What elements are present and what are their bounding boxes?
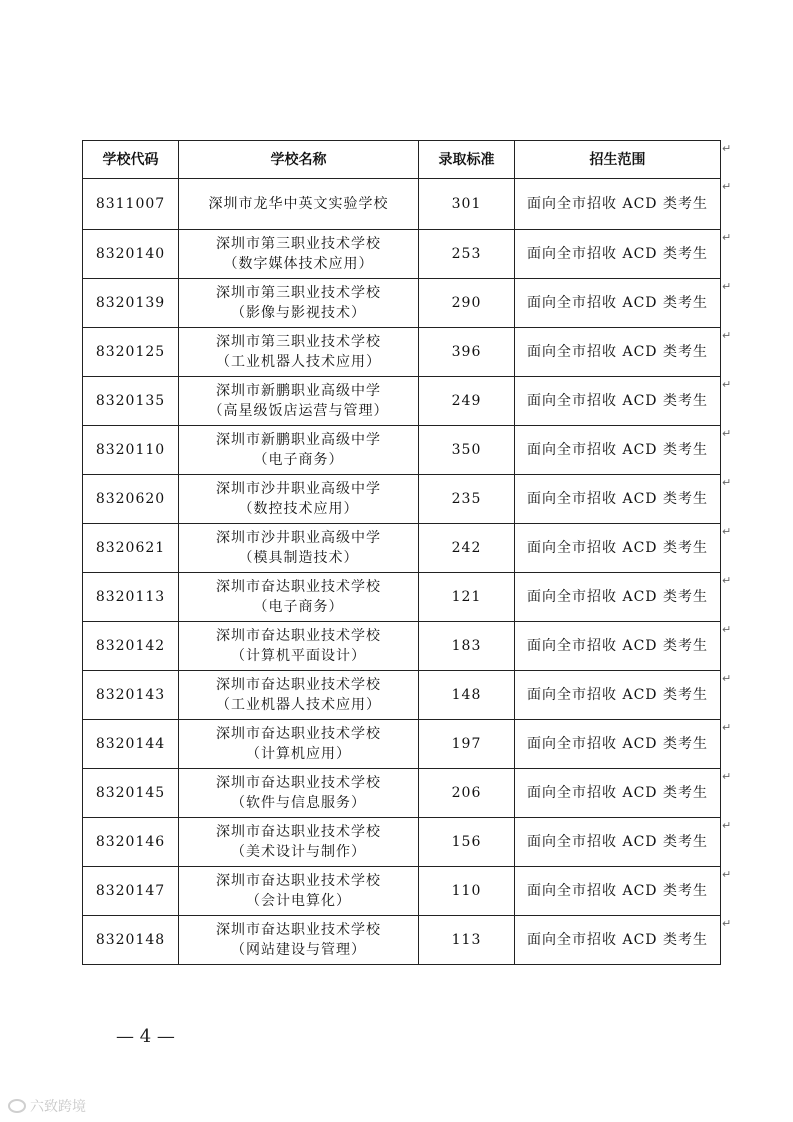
enrollment-scope-cell: 面向全市招收 ACD 类考生: [515, 279, 721, 328]
school-name-cell: [179, 426, 419, 475]
table-row: [83, 179, 721, 230]
admission-score-cell: 301: [419, 179, 515, 230]
table-row: [83, 867, 721, 916]
admission-score-cell: 235: [419, 475, 515, 524]
paragraph-mark-icon: ↵: [722, 769, 732, 783]
paragraph-mark-icon: ↵: [722, 916, 732, 930]
school-code-cell: 8320620: [83, 475, 179, 524]
school-name-cell: [179, 230, 419, 279]
table-row: [83, 622, 721, 671]
enrollment-scope-cell: 面向全市招收 ACD 类考生: [515, 475, 721, 524]
school-name: 深圳市奋达职业技术学校: [216, 775, 381, 791]
header-admission-score: 录取标准: [419, 141, 515, 179]
school-name-cell: [179, 279, 419, 328]
paragraph-mark-icon: ↵: [722, 179, 732, 193]
table-row: [83, 328, 721, 377]
school-major: （计算机平面设计）: [231, 648, 366, 664]
enrollment-scope-cell: 面向全市招收 ACD 类考生: [515, 720, 721, 769]
school-code-cell: 8320143: [83, 671, 179, 720]
school-code-cell: 8320139: [83, 279, 179, 328]
school-name-cell: [179, 475, 419, 524]
school-major: （高星级饭店运营与管理）: [208, 403, 389, 419]
school-name-cell: [179, 622, 419, 671]
school-name-cell: [179, 328, 419, 377]
table-row: [83, 377, 721, 426]
school-major: （软件与信息服务）: [231, 795, 366, 811]
admission-score-cell: 197: [419, 720, 515, 769]
table-row: [83, 769, 721, 818]
enrollment-scope-cell: 面向全市招收 ACD 类考生: [515, 426, 721, 475]
school-major: （计算机应用）: [246, 746, 351, 762]
school-name-cell: [179, 524, 419, 573]
enrollment-scope-cell: 面向全市招收 ACD 类考生: [515, 328, 721, 377]
enrollment-scope-cell: 面向全市招收 ACD 类考生: [515, 671, 721, 720]
admission-score-cell: 148: [419, 671, 515, 720]
admission-score-cell: 110: [419, 867, 515, 916]
school-name: 深圳市奋达职业技术学校: [216, 873, 381, 889]
school-code-cell: 8320148: [83, 916, 179, 965]
table-row: [83, 818, 721, 867]
paragraph-mark-icon: ↵: [722, 867, 732, 881]
school-major: （会计电算化）: [246, 893, 351, 909]
table-header-row: [83, 141, 721, 179]
school-code-cell: 8320621: [83, 524, 179, 573]
school-name: 深圳市奋达职业技术学校: [216, 922, 381, 938]
school-major: （工业机器人技术应用）: [216, 354, 381, 370]
enrollment-scope-cell: 面向全市招收 ACD 类考生: [515, 230, 721, 279]
school-name-cell: [179, 573, 419, 622]
school-name-cell: [179, 671, 419, 720]
admission-score-cell: 242: [419, 524, 515, 573]
school-name-cell: [179, 818, 419, 867]
admission-score-cell: 121: [419, 573, 515, 622]
table-row: [83, 916, 721, 965]
enrollment-scope-cell: 面向全市招收 ACD 类考生: [515, 867, 721, 916]
school-major: （数字媒体技术应用）: [223, 256, 374, 272]
enrollment-scope-cell: 面向全市招收 ACD 类考生: [515, 769, 721, 818]
school-name: 深圳市新鹏职业高级中学: [216, 383, 381, 399]
paragraph-mark-icon: ↵: [722, 818, 732, 832]
school-code-cell: 8320147: [83, 867, 179, 916]
header-enrollment-scope: 招生范围: [515, 141, 721, 179]
admission-score-cell: 113: [419, 916, 515, 965]
admission-table: [82, 140, 721, 965]
school-name: 深圳市沙井职业高级中学: [216, 481, 381, 497]
school-name-cell: [179, 916, 419, 965]
school-major: （模具制造技术）: [238, 550, 359, 566]
school-name: 深圳市奋达职业技术学校: [216, 628, 381, 644]
table-row: [83, 671, 721, 720]
school-major: （影像与影视技术）: [231, 305, 366, 321]
paragraph-mark-icon: ↵: [722, 671, 732, 685]
school-name: 深圳市沙井职业高级中学: [216, 530, 381, 546]
header-school-code: 学校代码: [83, 141, 179, 179]
school-name: 深圳市第三职业技术学校: [216, 236, 381, 252]
watermark-logo-icon: [8, 1099, 26, 1113]
admission-score-cell: 253: [419, 230, 515, 279]
enrollment-scope-cell: 面向全市招收 ACD 类考生: [515, 377, 721, 426]
school-name: 深圳市奋达职业技术学校: [216, 726, 381, 742]
school-major: （数控技术应用）: [238, 501, 359, 517]
school-major: （美术设计与制作）: [231, 844, 366, 860]
school-name-cell: [179, 720, 419, 769]
school-code-cell: 8320144: [83, 720, 179, 769]
paragraph-mark-icon: ↵: [722, 328, 732, 342]
admission-score-cell: 396: [419, 328, 515, 377]
admission-score-cell: 156: [419, 818, 515, 867]
school-name: 深圳市龙华中英文实验学校: [208, 196, 389, 212]
watermark: [8, 1096, 86, 1116]
enrollment-scope-cell: 面向全市招收 ACD 类考生: [515, 179, 721, 230]
paragraph-mark-icon: ↵: [722, 141, 732, 155]
admission-score-cell: 350: [419, 426, 515, 475]
school-major: （电子商务）: [253, 599, 344, 615]
school-name-cell: [179, 769, 419, 818]
school-name: 深圳市第三职业技术学校: [216, 334, 381, 350]
school-code-cell: 8320142: [83, 622, 179, 671]
table-row: [83, 230, 721, 279]
paragraph-mark-icon: ↵: [722, 230, 732, 244]
school-name-cell: [179, 179, 419, 230]
admission-score-cell: 249: [419, 377, 515, 426]
paragraph-mark-icon: ↵: [722, 279, 732, 293]
table-row: [83, 524, 721, 573]
school-name: 深圳市奋达职业技术学校: [216, 677, 381, 693]
table-row: [83, 426, 721, 475]
paragraph-mark-icon: ↵: [722, 720, 732, 734]
header-school-name: 学校名称: [179, 141, 419, 179]
school-code-cell: 8320110: [83, 426, 179, 475]
table-row: [83, 720, 721, 769]
admission-score-cell: 290: [419, 279, 515, 328]
school-name: 深圳市第三职业技术学校: [216, 285, 381, 301]
table-row: [83, 279, 721, 328]
paragraph-mark-icon: ↵: [722, 573, 732, 587]
school-code-cell: 8320125: [83, 328, 179, 377]
paragraph-mark-icon: ↵: [722, 377, 732, 391]
school-major: （电子商务）: [253, 452, 344, 468]
enrollment-scope-cell: 面向全市招收 ACD 类考生: [515, 916, 721, 965]
enrollment-scope-cell: 面向全市招收 ACD 类考生: [515, 622, 721, 671]
watermark-text: 六致跨境: [30, 1099, 86, 1115]
school-name-cell: [179, 867, 419, 916]
school-code-cell: 8320113: [83, 573, 179, 622]
school-code-cell: 8320140: [83, 230, 179, 279]
admission-score-cell: 206: [419, 769, 515, 818]
paragraph-mark-icon: ↵: [722, 622, 732, 636]
school-name-cell: [179, 377, 419, 426]
enrollment-scope-cell: 面向全市招收 ACD 类考生: [515, 524, 721, 573]
paragraph-mark-icon: ↵: [722, 475, 732, 489]
paragraph-mark-icon: ↵: [722, 524, 732, 538]
enrollment-scope-cell: 面向全市招收 ACD 类考生: [515, 818, 721, 867]
school-name: 深圳市新鹏职业高级中学: [216, 432, 381, 448]
school-code-cell: 8320145: [83, 769, 179, 818]
school-code-cell: 8320146: [83, 818, 179, 867]
page-number: — 4 —: [116, 1026, 175, 1047]
admission-score-cell: 183: [419, 622, 515, 671]
school-name: 深圳市奋达职业技术学校: [216, 824, 381, 840]
enrollment-scope-cell: 面向全市招收 ACD 类考生: [515, 573, 721, 622]
school-major: （网站建设与管理）: [231, 942, 366, 958]
table-row: [83, 475, 721, 524]
school-code-cell: 8320135: [83, 377, 179, 426]
paragraph-mark-icon: ↵: [722, 426, 732, 440]
school-name: 深圳市奋达职业技术学校: [216, 579, 381, 595]
table-row: [83, 573, 721, 622]
school-major: （工业机器人技术应用）: [216, 697, 381, 713]
school-code-cell: 8311007: [83, 179, 179, 230]
